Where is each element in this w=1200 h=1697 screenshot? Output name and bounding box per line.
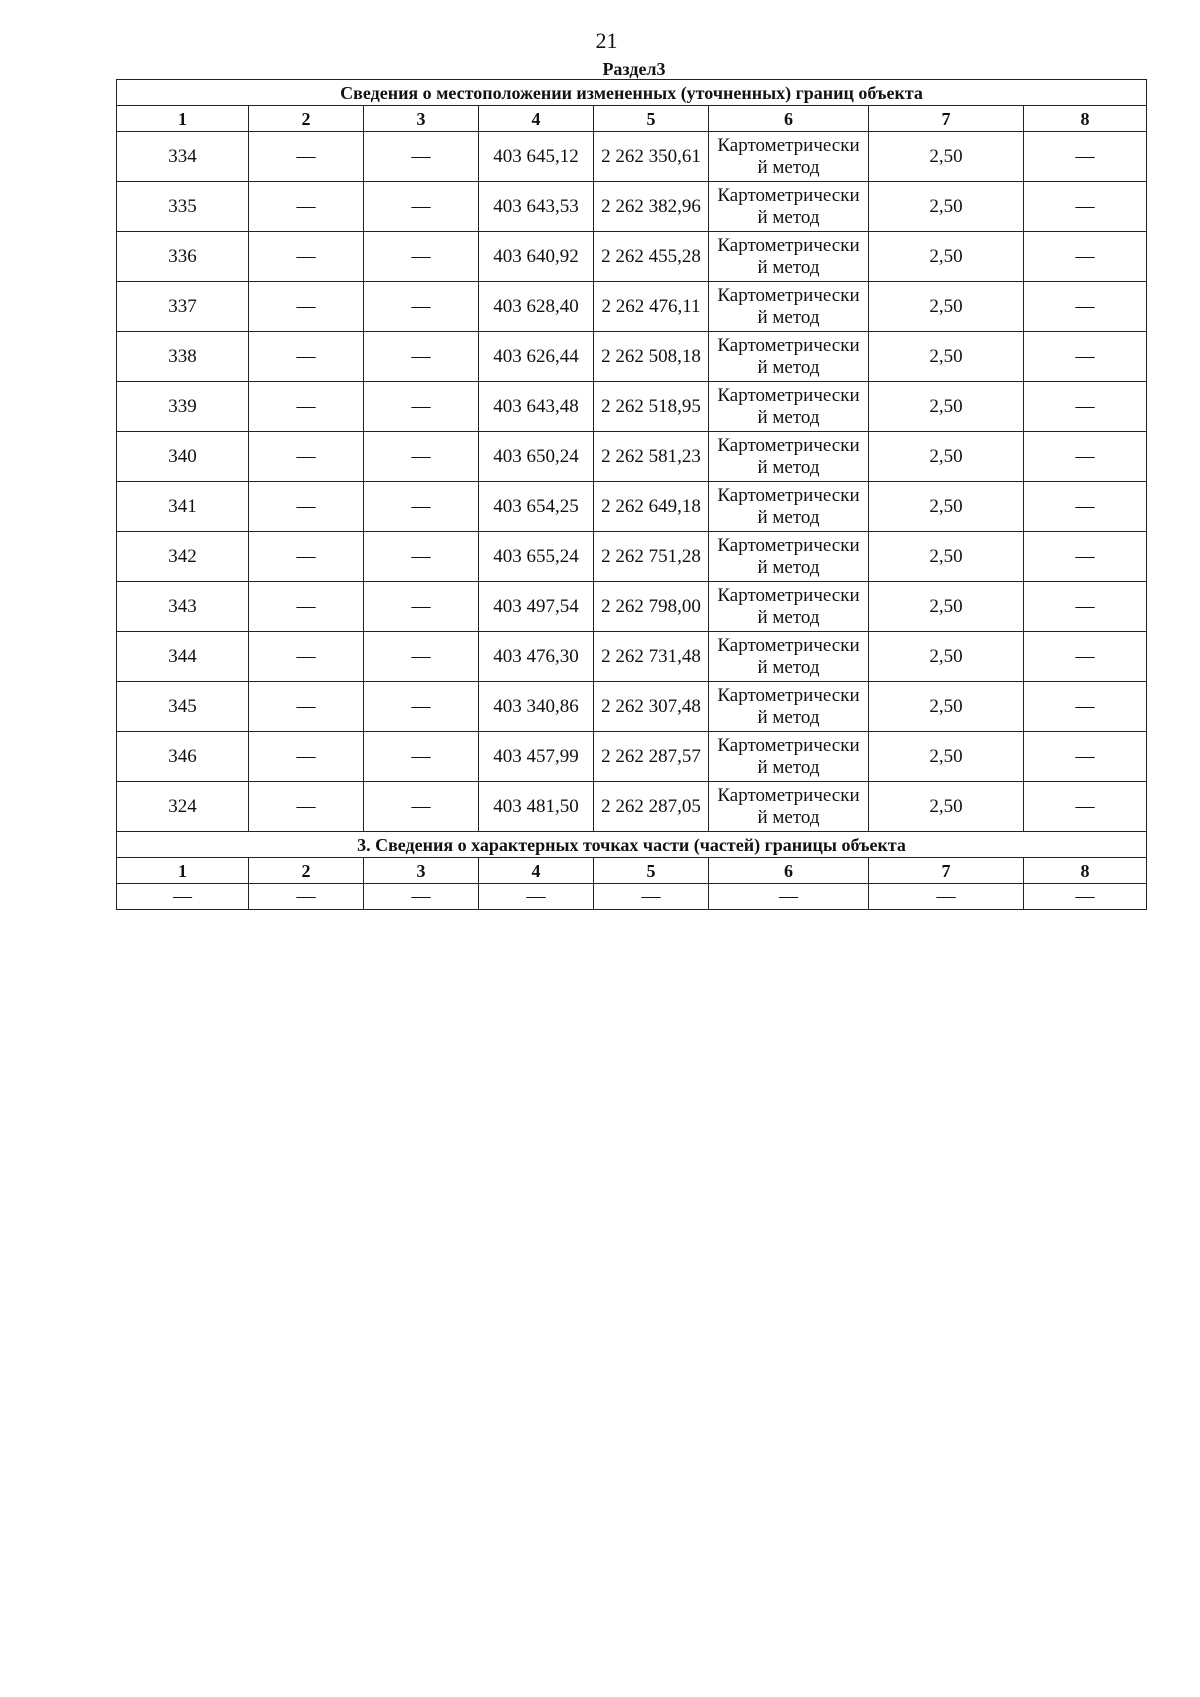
accuracy-cell: 2,50 bbox=[869, 182, 1024, 232]
column-number: 2 bbox=[249, 106, 364, 132]
dash-cell: — bbox=[364, 432, 479, 482]
method-cell bbox=[709, 782, 869, 832]
method-cell bbox=[709, 382, 869, 432]
point-number-cell: 339 bbox=[117, 382, 249, 432]
accuracy-cell: 2,50 bbox=[869, 632, 1024, 682]
point-number-cell: 337 bbox=[117, 282, 249, 332]
table-row bbox=[117, 732, 1147, 782]
x-coordinate-cell: 403 340,86 bbox=[479, 682, 594, 732]
table2-empty-row bbox=[117, 884, 1147, 910]
dash-cell: — bbox=[1024, 382, 1147, 432]
method-cell bbox=[709, 282, 869, 332]
point-number-cell: 334 bbox=[117, 132, 249, 182]
y-coordinate-cell: 2 262 455,28 bbox=[594, 232, 709, 282]
method-line-1: Картометрически bbox=[717, 784, 860, 806]
accuracy-cell: 2,50 bbox=[869, 532, 1024, 582]
coordinates-table bbox=[116, 79, 1147, 910]
column-number: 1 bbox=[117, 858, 249, 884]
method-cell bbox=[709, 432, 869, 482]
dash-cell: — bbox=[1024, 632, 1147, 682]
method-line-2: й метод bbox=[757, 406, 820, 428]
accuracy-cell: 2,50 bbox=[869, 482, 1024, 532]
y-coordinate-cell: 2 262 382,96 bbox=[594, 182, 709, 232]
method-line-1: Картометрически bbox=[717, 334, 860, 356]
table1-title: Сведения о местоположении измененных (уточненных) границ объекта bbox=[117, 80, 1147, 106]
column-number: 3 bbox=[364, 858, 479, 884]
method-line-1: Картометрически bbox=[717, 584, 860, 606]
empty-cell: — bbox=[869, 884, 1024, 910]
point-number-cell: 345 bbox=[117, 682, 249, 732]
method-line-1: Картометрически bbox=[717, 134, 860, 156]
accuracy-cell: 2,50 bbox=[869, 582, 1024, 632]
dash-cell: — bbox=[249, 732, 364, 782]
table-row bbox=[117, 282, 1147, 332]
method-line-1: Картометрически bbox=[717, 684, 860, 706]
point-number-cell: 344 bbox=[117, 632, 249, 682]
method-line-2: й метод bbox=[757, 506, 820, 528]
dash-cell: — bbox=[1024, 532, 1147, 582]
x-coordinate-cell: 403 650,24 bbox=[479, 432, 594, 482]
x-coordinate-cell: 403 481,50 bbox=[479, 782, 594, 832]
method-line-2: й метод bbox=[757, 556, 820, 578]
x-coordinate-cell: 403 654,25 bbox=[479, 482, 594, 532]
method-line-2: й метод bbox=[757, 256, 820, 278]
method-line-1: Картометрически bbox=[717, 484, 860, 506]
y-coordinate-cell: 2 262 307,48 bbox=[594, 682, 709, 732]
y-coordinate-cell: 2 262 731,48 bbox=[594, 632, 709, 682]
column-number: 8 bbox=[1024, 106, 1147, 132]
accuracy-cell: 2,50 bbox=[869, 432, 1024, 482]
accuracy-cell: 2,50 bbox=[869, 332, 1024, 382]
dash-cell: — bbox=[249, 682, 364, 732]
method-cell bbox=[709, 182, 869, 232]
point-number-cell: 342 bbox=[117, 532, 249, 582]
method-line-1: Картометрически bbox=[717, 534, 860, 556]
y-coordinate-cell: 2 262 287,57 bbox=[594, 732, 709, 782]
dash-cell: — bbox=[364, 732, 479, 782]
dash-cell: — bbox=[364, 482, 479, 532]
column-number: 4 bbox=[479, 858, 594, 884]
x-coordinate-cell: 403 640,92 bbox=[479, 232, 594, 282]
empty-cell: — bbox=[479, 884, 594, 910]
method-cell bbox=[709, 632, 869, 682]
x-coordinate-cell: 403 497,54 bbox=[479, 582, 594, 632]
x-coordinate-cell: 403 645,12 bbox=[479, 132, 594, 182]
method-line-2: й метод bbox=[757, 356, 820, 378]
dash-cell: — bbox=[364, 232, 479, 282]
dash-cell: — bbox=[249, 532, 364, 582]
point-number-cell: 341 bbox=[117, 482, 249, 532]
y-coordinate-cell: 2 262 581,23 bbox=[594, 432, 709, 482]
dash-cell: — bbox=[364, 182, 479, 232]
accuracy-cell: 2,50 bbox=[869, 282, 1024, 332]
method-cell bbox=[709, 682, 869, 732]
method-line-1: Картометрически bbox=[717, 234, 860, 256]
dash-cell: — bbox=[249, 182, 364, 232]
table-row bbox=[117, 682, 1147, 732]
table-body bbox=[117, 80, 1147, 910]
accuracy-cell: 2,50 bbox=[869, 232, 1024, 282]
dash-cell: — bbox=[249, 282, 364, 332]
table-row bbox=[117, 782, 1147, 832]
empty-cell: — bbox=[1024, 884, 1147, 910]
method-line-1: Картометрически bbox=[717, 734, 860, 756]
method-cell bbox=[709, 482, 869, 532]
y-coordinate-cell: 2 262 649,18 bbox=[594, 482, 709, 532]
dash-cell: — bbox=[249, 232, 364, 282]
dash-cell: — bbox=[364, 282, 479, 332]
column-number: 6 bbox=[709, 106, 869, 132]
column-number: 6 bbox=[709, 858, 869, 884]
method-line-2: й метод bbox=[757, 756, 820, 778]
x-coordinate-cell: 403 643,53 bbox=[479, 182, 594, 232]
method-line-2: й метод bbox=[757, 656, 820, 678]
method-cell bbox=[709, 232, 869, 282]
table-row bbox=[117, 432, 1147, 482]
accuracy-cell: 2,50 bbox=[869, 682, 1024, 732]
section-title: Раздел3 bbox=[602, 59, 666, 79]
table-row bbox=[117, 382, 1147, 432]
method-line-2: й метод bbox=[757, 206, 820, 228]
page-number: 21 bbox=[595, 28, 618, 53]
y-coordinate-cell: 2 262 518,95 bbox=[594, 382, 709, 432]
dash-cell: — bbox=[364, 382, 479, 432]
y-coordinate-cell: 2 262 751,28 bbox=[594, 532, 709, 582]
dash-cell: — bbox=[249, 332, 364, 382]
dash-cell: — bbox=[1024, 332, 1147, 382]
point-number-cell: 324 bbox=[117, 782, 249, 832]
dash-cell: — bbox=[249, 632, 364, 682]
method-cell bbox=[709, 582, 869, 632]
table2-title: 3. Сведения о характерных точках части (частей) границы объекта bbox=[117, 832, 1147, 858]
method-line-2: й метод bbox=[757, 806, 820, 828]
dash-cell: — bbox=[249, 482, 364, 532]
column-number: 5 bbox=[594, 106, 709, 132]
point-number-cell: 343 bbox=[117, 582, 249, 632]
column-number: 5 bbox=[594, 858, 709, 884]
method-line-1: Картометрически bbox=[717, 384, 860, 406]
method-line-1: Картометрически bbox=[717, 284, 860, 306]
y-coordinate-cell: 2 262 476,11 bbox=[594, 282, 709, 332]
dash-cell: — bbox=[364, 532, 479, 582]
empty-cell: — bbox=[249, 884, 364, 910]
dash-cell: — bbox=[364, 132, 479, 182]
dash-cell: — bbox=[249, 382, 364, 432]
method-line-1: Картометрически bbox=[717, 184, 860, 206]
table-row bbox=[117, 582, 1147, 632]
x-coordinate-cell: 403 457,99 bbox=[479, 732, 594, 782]
dash-cell: — bbox=[364, 782, 479, 832]
accuracy-cell: 2,50 bbox=[869, 782, 1024, 832]
method-line-2: й метод bbox=[757, 606, 820, 628]
dash-cell: — bbox=[364, 632, 479, 682]
x-coordinate-cell: 403 476,30 bbox=[479, 632, 594, 682]
point-number-cell: 346 bbox=[117, 732, 249, 782]
accuracy-cell: 2,50 bbox=[869, 732, 1024, 782]
dash-cell: — bbox=[1024, 682, 1147, 732]
column-number: 8 bbox=[1024, 858, 1147, 884]
dash-cell: — bbox=[364, 682, 479, 732]
method-line-2: й метод bbox=[757, 706, 820, 728]
y-coordinate-cell: 2 262 350,61 bbox=[594, 132, 709, 182]
x-coordinate-cell: 403 655,24 bbox=[479, 532, 594, 582]
table-row bbox=[117, 332, 1147, 382]
column-number: 7 bbox=[869, 858, 1024, 884]
dash-cell: — bbox=[1024, 732, 1147, 782]
dash-cell: — bbox=[1024, 782, 1147, 832]
x-coordinate-cell: 403 626,44 bbox=[479, 332, 594, 382]
table-row bbox=[117, 632, 1147, 682]
y-coordinate-cell: 2 262 798,00 bbox=[594, 582, 709, 632]
dash-cell: — bbox=[1024, 482, 1147, 532]
column-number: 4 bbox=[479, 106, 594, 132]
y-coordinate-cell: 2 262 287,05 bbox=[594, 782, 709, 832]
method-line-1: Картометрически bbox=[717, 434, 860, 456]
method-cell bbox=[709, 332, 869, 382]
method-cell bbox=[709, 532, 869, 582]
empty-cell: — bbox=[709, 884, 869, 910]
point-number-cell: 336 bbox=[117, 232, 249, 282]
dash-cell: — bbox=[249, 132, 364, 182]
dash-cell: — bbox=[1024, 232, 1147, 282]
table-row bbox=[117, 482, 1147, 532]
dash-cell: — bbox=[249, 582, 364, 632]
table-row bbox=[117, 132, 1147, 182]
column-number: 3 bbox=[364, 106, 479, 132]
x-coordinate-cell: 403 628,40 bbox=[479, 282, 594, 332]
method-line-2: й метод bbox=[757, 456, 820, 478]
table2-column-numbers bbox=[117, 858, 1147, 884]
table-row bbox=[117, 232, 1147, 282]
dash-cell: — bbox=[364, 332, 479, 382]
dash-cell: — bbox=[1024, 182, 1147, 232]
method-line-1: Картометрически bbox=[717, 634, 860, 656]
dash-cell: — bbox=[364, 582, 479, 632]
method-line-2: й метод bbox=[757, 306, 820, 328]
table1-column-numbers bbox=[117, 106, 1147, 132]
point-number-cell: 335 bbox=[117, 182, 249, 232]
table-row bbox=[117, 532, 1147, 582]
table-row bbox=[117, 182, 1147, 232]
column-number: 7 bbox=[869, 106, 1024, 132]
empty-cell: — bbox=[594, 884, 709, 910]
empty-cell: — bbox=[117, 884, 249, 910]
dash-cell: — bbox=[1024, 582, 1147, 632]
x-coordinate-cell: 403 643,48 bbox=[479, 382, 594, 432]
table1-heading-row bbox=[117, 80, 1147, 106]
y-coordinate-cell: 2 262 508,18 bbox=[594, 332, 709, 382]
table2-heading-row bbox=[117, 832, 1147, 858]
column-number: 2 bbox=[249, 858, 364, 884]
accuracy-cell: 2,50 bbox=[869, 382, 1024, 432]
empty-cell: — bbox=[364, 884, 479, 910]
dash-cell: — bbox=[249, 432, 364, 482]
method-cell bbox=[709, 732, 869, 782]
dash-cell: — bbox=[1024, 432, 1147, 482]
accuracy-cell: 2,50 bbox=[869, 132, 1024, 182]
dash-cell: — bbox=[249, 782, 364, 832]
method-cell bbox=[709, 132, 869, 182]
method-line-2: й метод bbox=[757, 156, 820, 178]
point-number-cell: 340 bbox=[117, 432, 249, 482]
dash-cell: — bbox=[1024, 282, 1147, 332]
column-number: 1 bbox=[117, 106, 249, 132]
dash-cell: — bbox=[1024, 132, 1147, 182]
point-number-cell: 338 bbox=[117, 332, 249, 382]
